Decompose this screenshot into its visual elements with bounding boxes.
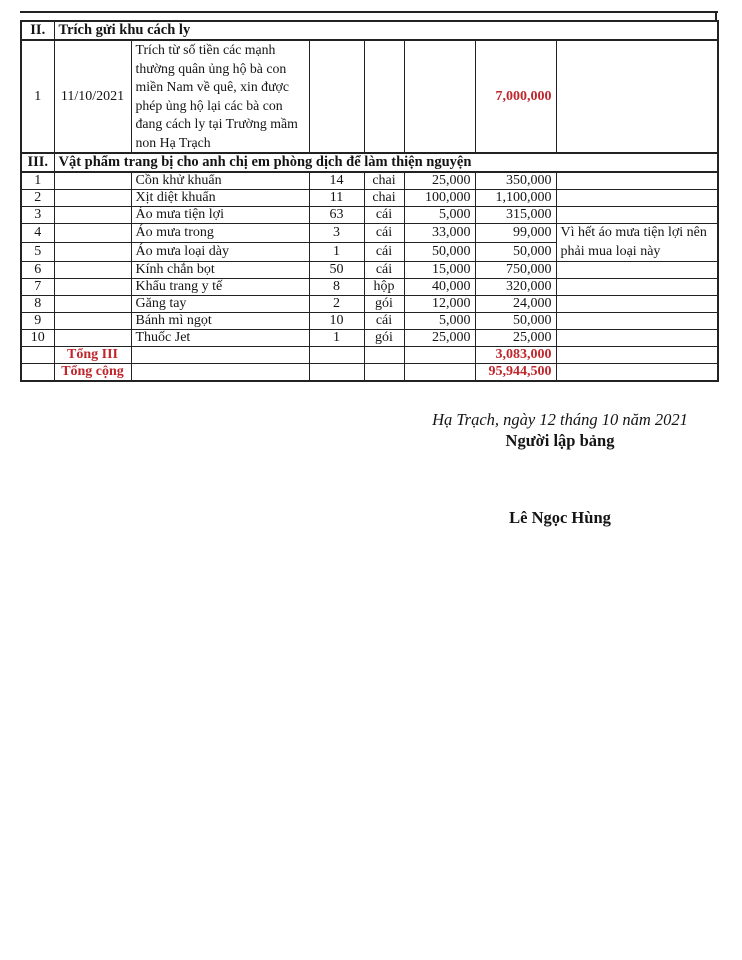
cell-price: 25,000 <box>404 172 475 190</box>
cell-date <box>54 262 131 279</box>
table-row <box>21 313 718 330</box>
cell-unit <box>364 40 404 153</box>
table-row <box>21 207 718 224</box>
cell-date <box>54 190 131 207</box>
cell-note <box>556 172 718 190</box>
donation-expense-table <box>20 20 719 382</box>
table-row <box>21 279 718 296</box>
cell-date <box>54 313 131 330</box>
cell-item: Cồn khử khuẩn <box>131 172 309 190</box>
cell-note <box>556 330 718 347</box>
cell-stt: 3 <box>21 207 54 224</box>
cell-unit <box>364 364 404 382</box>
cell-qty: 8 <box>309 279 364 296</box>
cell-price <box>404 40 475 153</box>
cell-unit <box>364 347 404 364</box>
cell-note <box>556 347 718 364</box>
section-iii-header-row <box>21 153 718 172</box>
cell-amount: 750,000 <box>475 262 556 279</box>
grand-total-label: Tổng cộng <box>54 364 131 382</box>
cell-qty: 63 <box>309 207 364 224</box>
cell-amount: 50,000 <box>475 313 556 330</box>
cell-price <box>404 347 475 364</box>
cell-amount: 320,000 <box>475 279 556 296</box>
cell-amount: 50,000 <box>475 243 556 262</box>
section-iii-total-row <box>21 347 718 364</box>
cell-amount: 350,000 <box>475 172 556 190</box>
section-ii-header-row <box>21 21 718 40</box>
cell-item: Khẩu trang y tế <box>131 279 309 296</box>
cell-price: 50,000 <box>404 243 475 262</box>
cell-unit: gói <box>364 330 404 347</box>
cell-stt: 1 <box>21 40 54 153</box>
cell-qty: 10 <box>309 313 364 330</box>
cell-stt: 5 <box>21 243 54 262</box>
signature-place-date: Hạ Trạch, ngày 12 tháng 10 năm 2021 <box>432 410 688 429</box>
cell-stt: 6 <box>21 262 54 279</box>
section-ii-number: II. <box>21 21 54 40</box>
section-iii-title: Vật phẩm trang bị cho anh chị em phòng dịch để làm thiện nguyện <box>54 153 718 172</box>
cell-date <box>54 224 131 243</box>
cell-stt: 9 <box>21 313 54 330</box>
cell-unit: chai <box>364 172 404 190</box>
cell-price: 33,000 <box>404 224 475 243</box>
cell-date <box>54 207 131 224</box>
cell-qty <box>309 347 364 364</box>
cell-item: Áo mưa tiện lợi <box>131 207 309 224</box>
table-row <box>21 262 718 279</box>
cell-stt <box>21 347 54 364</box>
cell-stt: 8 <box>21 296 54 313</box>
cell-unit: cái <box>364 224 404 243</box>
cell-item: Áo mưa trong <box>131 224 309 243</box>
cell-note <box>556 296 718 313</box>
cell-qty: 11 <box>309 190 364 207</box>
table-row <box>21 172 718 190</box>
signature-role: Người lập bảng <box>505 431 615 450</box>
cell-stt <box>21 364 54 382</box>
grand-total-amount: 95,944,500 <box>475 364 556 382</box>
table-row <box>21 40 718 153</box>
previous-row-border-line <box>20 11 718 13</box>
cell-item: Áo mưa loại dày <box>131 243 309 262</box>
cell-unit: cái <box>364 243 404 262</box>
cell-date <box>54 330 131 347</box>
cell-note <box>556 40 718 153</box>
table-row <box>21 296 718 313</box>
cell-note <box>556 279 718 296</box>
cell-unit: cái <box>364 313 404 330</box>
cell-price: 25,000 <box>404 330 475 347</box>
cell-amount: 25,000 <box>475 330 556 347</box>
cell-price: 40,000 <box>404 279 475 296</box>
cell-note <box>556 364 718 382</box>
total-iii-amount: 3,083,000 <box>475 347 556 364</box>
cell-stt: 7 <box>21 279 54 296</box>
table-row <box>21 330 718 347</box>
cell-note <box>556 262 718 279</box>
cell-amount: 24,000 <box>475 296 556 313</box>
cell-description: Trích từ số tiền các mạnh thường quân ủng hộ bà con miền Nam về quê, xin được phép ủng hộ lại các bà con đang cách ly tại Trường mầm non Hạ Trạch <box>131 40 309 153</box>
signature-block <box>400 409 720 528</box>
cell-qty: 50 <box>309 262 364 279</box>
cell-item: Thuốc Jet <box>131 330 309 347</box>
cell-date <box>54 243 131 262</box>
cell-qty <box>309 40 364 153</box>
cell-qty: 1 <box>309 243 364 262</box>
cell-stt: 4 <box>21 224 54 243</box>
cell-amount: 315,000 <box>475 207 556 224</box>
cell-price: 15,000 <box>404 262 475 279</box>
section-ii-title: Trích gửi khu cách ly <box>54 21 718 40</box>
cell-note <box>556 190 718 207</box>
cell-date <box>54 296 131 313</box>
cell-qty: 2 <box>309 296 364 313</box>
table-row <box>21 224 718 243</box>
cell-price: 100,000 <box>404 190 475 207</box>
cell-price: 5,000 <box>404 313 475 330</box>
cell-qty: 1 <box>309 330 364 347</box>
cell-qty <box>309 364 364 382</box>
cell-unit: cái <box>364 207 404 224</box>
cell-amount: 99,000 <box>475 224 556 243</box>
signature-name: Lê Ngọc Hùng <box>509 508 611 527</box>
cell-amount: 7,000,000 <box>475 40 556 153</box>
cell-note: Vì hết áo mưa tiện lợi nên phải mua loại này <box>556 224 718 262</box>
cell-note <box>556 313 718 330</box>
cell-unit: hộp <box>364 279 404 296</box>
cell-item <box>131 364 309 382</box>
cell-price: 5,000 <box>404 207 475 224</box>
cell-unit: gói <box>364 296 404 313</box>
cell-stt: 1 <box>21 172 54 190</box>
cell-stt: 2 <box>21 190 54 207</box>
cell-amount: 1,100,000 <box>475 190 556 207</box>
cell-price: 12,000 <box>404 296 475 313</box>
cell-unit: chai <box>364 190 404 207</box>
cell-item: Bánh mì ngọt <box>131 313 309 330</box>
cell-date: 11/10/2021 <box>54 40 131 153</box>
table-row <box>21 190 718 207</box>
cell-stt: 10 <box>21 330 54 347</box>
cell-qty: 3 <box>309 224 364 243</box>
cell-date <box>54 279 131 296</box>
section-iii-number: III. <box>21 153 54 172</box>
cell-price <box>404 364 475 382</box>
cell-note <box>556 207 718 224</box>
cell-qty: 14 <box>309 172 364 190</box>
cell-unit: cái <box>364 262 404 279</box>
total-iii-label: Tổng III <box>54 347 131 364</box>
cell-item: Kính chắn bọt <box>131 262 309 279</box>
cell-item <box>131 347 309 364</box>
cell-item: Xịt diệt khuẩn <box>131 190 309 207</box>
grand-total-row <box>21 364 718 382</box>
cell-item: Găng tay <box>131 296 309 313</box>
cell-date <box>54 172 131 190</box>
